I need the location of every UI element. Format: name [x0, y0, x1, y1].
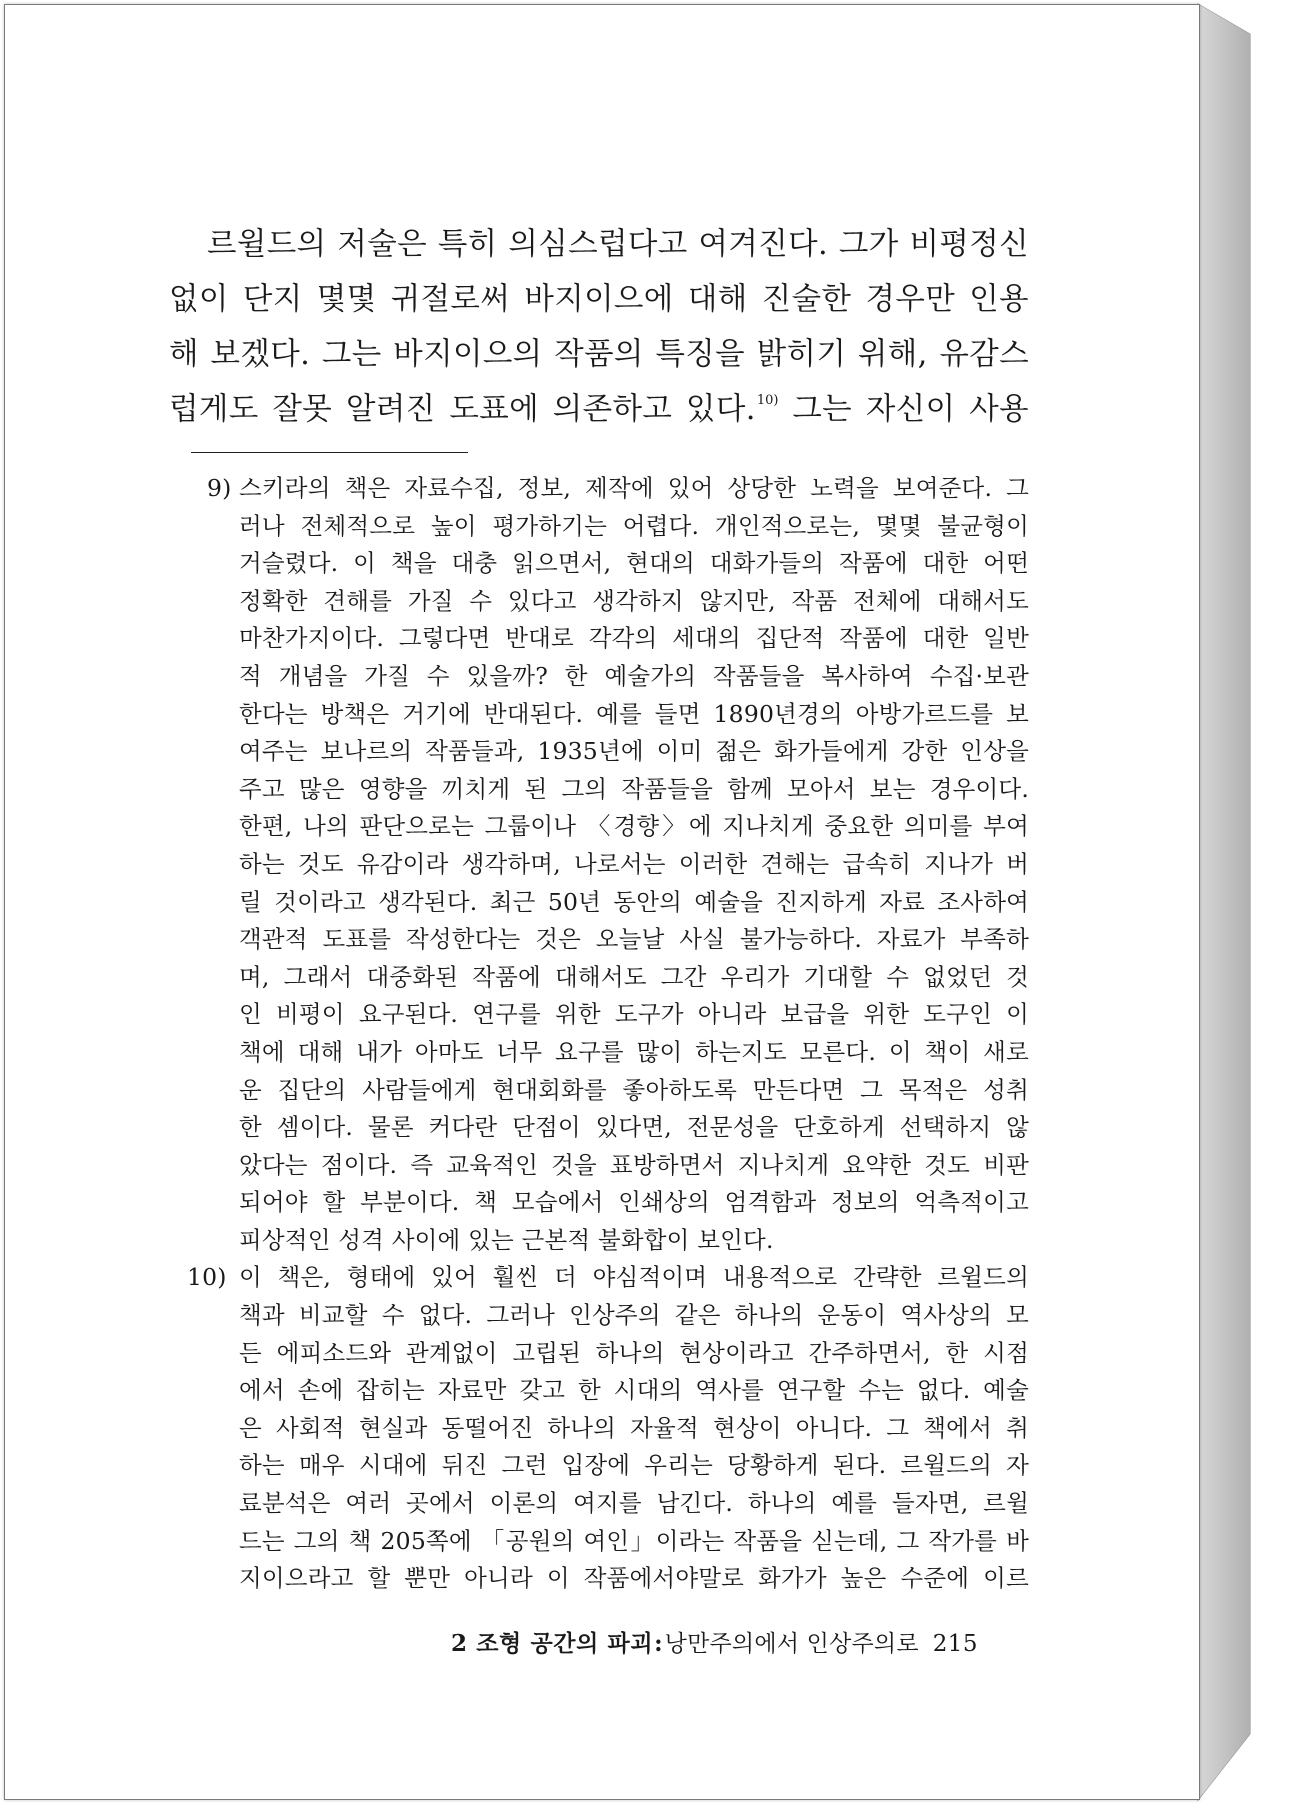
body-line-tail: 그는 자신이 사용 — [792, 392, 1029, 427]
footnote-line: 정확한 견해를 가질 수 있다고 생각하지 않지만, 작품 전체에 대해서도 — [239, 586, 1029, 615]
footnote-line: 책에 대해 내가 아마도 너무 요구를 많이 하는지도 모른다. 이 책이 새로 — [239, 1037, 1029, 1066]
body-paragraph — [169, 217, 1029, 437]
footnote-line: 하는 것도 유감이라 생각하며, 나로서는 이러한 견해는 급속히 지나가 버 — [239, 849, 1029, 878]
footnote-line: 지이으라고 할 뿐만 아니라 이 작품에서야말로 화가가 높은 수준에 이르 — [239, 1564, 1029, 1593]
footnote-line: 러나 전체적으로 높이 평가하기는 어렵다. 개인적으로는, 몇몇 불균형이 — [239, 511, 1029, 540]
page-number: 215 — [932, 1631, 978, 1657]
footnote-line: 거슬렸다. 이 책을 대충 읽으면서, 현대의 대화가들의 작품에 대한 어떤 — [239, 549, 1029, 578]
footnote-line: 주고 많은 영향을 끼치게 된 그의 작품들을 함께 모아서 보는 경우이다. — [239, 774, 1029, 803]
footer-separator: : — [654, 1630, 663, 1657]
footnote-line: 은 사회적 현실과 동떨어진 하나의 자율적 현상이 아니다. 그 책에서 취 — [239, 1413, 1029, 1442]
chapter-title: 2 조형 공간의 파괴 — [451, 1630, 654, 1657]
footnote-reference: 10) — [756, 393, 779, 408]
footnote-line: 마찬가지이다. 그렇다면 반대로 각각의 세대의 집단적 작품에 대한 일반 — [239, 624, 1029, 653]
footnote-rule — [191, 452, 468, 453]
footnote-line: 이 책은, 형태에 있어 훨씬 더 야심적이며 내용적으로 간략한 르윌드의 — [239, 1263, 1029, 1292]
footnote-line: 여주는 보나르의 작품들과, 1935년에 이미 젊은 화가들에게 강한 인상을 — [239, 737, 1029, 766]
footnote-line: 며, 그래서 대중화된 작품에 대해서도 그간 우리가 기대할 수 없었던 것 — [239, 962, 1029, 991]
footnote-number: 9) — [207, 474, 232, 502]
footnote-line: 책과 비교할 수 없다. 그러나 인상주의 같은 하나의 운동이 역사상의 모 — [239, 1301, 1029, 1330]
body-line: 르윌드의 저술은 특히 의심스럽다고 여겨진다. 그가 비평정신 — [207, 227, 1029, 262]
book-spine-shape — [1198, 4, 1307, 1804]
footnote-line: 적 개념을 가질 수 있을까? 한 예술가의 작품들을 복사하여 수집·보관 — [239, 661, 1029, 690]
footnote-line: 한 셈이다. 물론 커다란 단점이 있다면, 전문성을 단호하게 선택하지 않 — [239, 1113, 1029, 1142]
footnote-line: 드는 그의 책 205쪽에 「공원의 여인」이라는 작품을 싣는데, 그 작가를 바 — [239, 1526, 1029, 1555]
footnote-line: 운 집단의 사람들에게 현대회화를 좋아하도록 만든다면 그 목적은 성취 — [239, 1075, 1029, 1104]
footnote-line: 피상적인 성격 사이에 있는 근본적 불화합이 보인다. — [239, 1225, 774, 1254]
body-line: 없이 단지 몇몇 귀절로써 바지이으에 대해 진술한 경우만 인용 — [169, 282, 1029, 317]
footnote-line: 한편, 나의 판단으로는 그룹이나 〈경향〉에 지나치게 중요한 의미를 부여 — [239, 812, 1029, 841]
running-footer — [451, 1627, 1001, 1661]
footnote-number: 10) — [187, 1263, 227, 1292]
footnote-line: 하는 매우 시대에 뒤진 그런 입장에 우리는 당황하게 된다. 르윌드의 자 — [239, 1451, 1029, 1480]
body-line: 해 보겠다. 그는 바지이으의 작품의 특징을 밝히기 위해, 유감스 — [169, 337, 1029, 372]
footnotes — [187, 470, 1029, 1598]
chapter-subtitle: 낭만주의에서 인상주의로 — [664, 1631, 919, 1657]
footnote-9 — [203, 470, 1029, 1259]
book-page — [4, 4, 1200, 1800]
footnote-line: 았다는 점이다. 즉 교육적인 것을 표방하면서 지나치게 요약한 것도 비판 — [239, 1150, 1029, 1179]
footnote-line: 객관적 도표를 작성한다는 것은 오늘날 사실 불가능하다. 자료가 부족하 — [239, 925, 1029, 954]
footnote-line: 료분석은 여러 곳에서 이론의 여지를 남긴다. 하나의 예를 들자면, 르윌 — [239, 1489, 1029, 1518]
footnote-line: 되어야 할 부분이다. 책 모습에서 인쇄상의 엄격함과 정보의 억측적이고 — [239, 1188, 1029, 1217]
footnote-line: 스키라의 책은 자료수집, 정보, 제작에 있어 상당한 노력을 보여준다. 그 — [239, 474, 1029, 502]
footnote-line: 릴 것이라고 생각된다. 최근 50년 동안의 예술을 진지하게 자료 조사하여 — [239, 887, 1029, 916]
body-line-last — [169, 382, 1029, 437]
body-line-text: 럽게도 잘못 알려진 도표에 의존하고 있다. — [169, 392, 756, 427]
footnote-line: 에서 손에 잡히는 자료만 갖고 한 시대의 역사를 연구할 수는 없다. 예술 — [239, 1376, 1029, 1405]
footnote-10 — [187, 1259, 1029, 1597]
footnote-line: 한다는 방책은 거기에 반대된다. 예를 들면 1890년경의 아방가르드를 보 — [239, 699, 1029, 728]
footnote-line: 든 에피소드와 관계없이 고립된 하나의 현상이라고 간주하면서, 한 시점 — [239, 1338, 1029, 1367]
footnote-line: 인 비평이 요구된다. 연구를 위한 도구가 아니라 보급을 위한 도구인 이 — [239, 1000, 1029, 1029]
